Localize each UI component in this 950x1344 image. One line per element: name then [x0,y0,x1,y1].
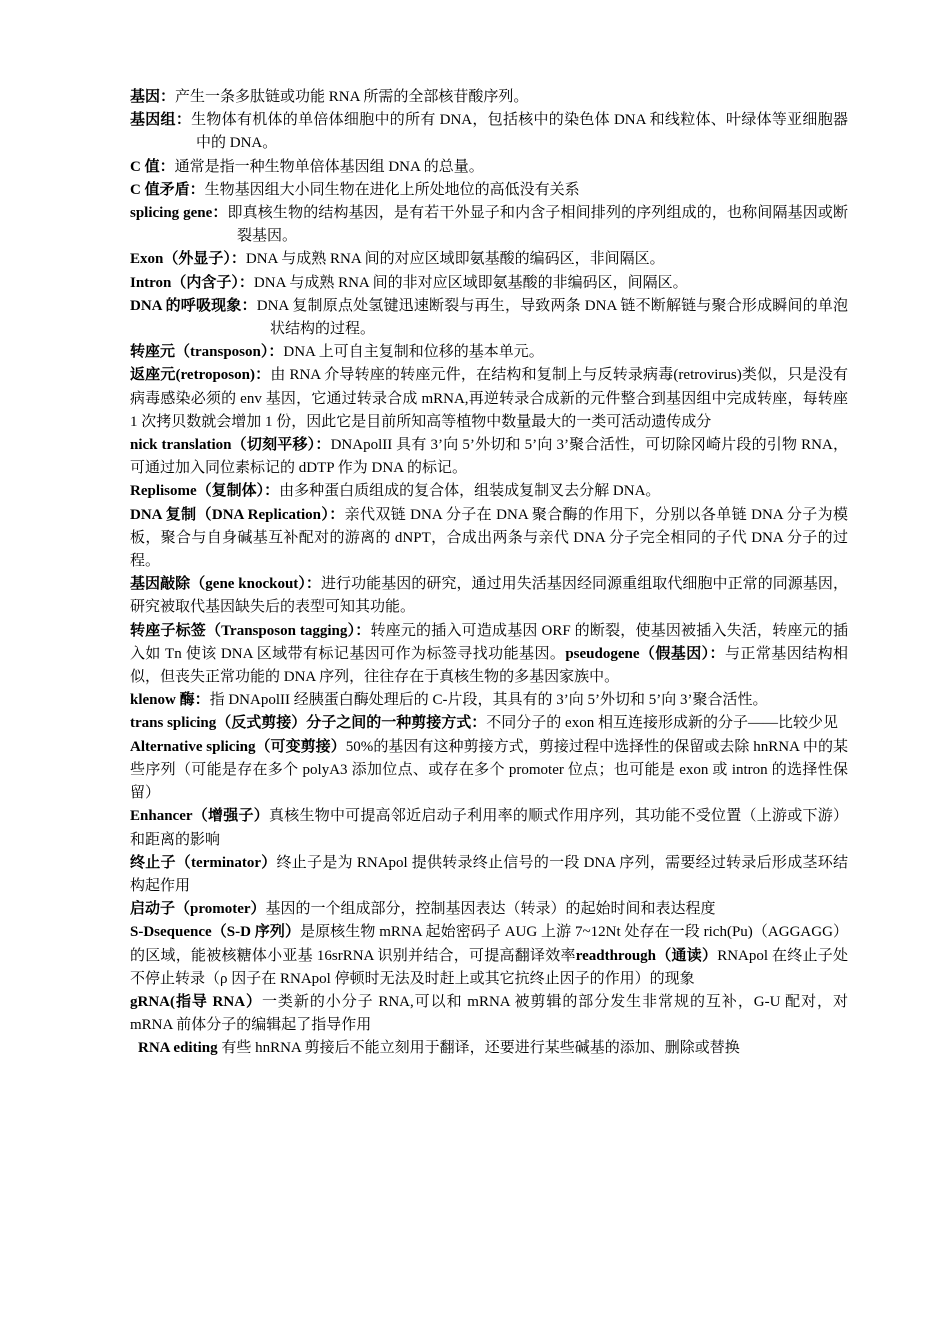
term: 启动子（promoter） [130,901,266,918]
definition: 不同分子的 exon 相互连接形成新的分子——比较少见 [486,715,838,732]
term: DNA 复制（DNA Replication）： [130,506,345,523]
definition: 指 DNApolII 经胰蛋白酶处理后的 C-片段，其具有的 3’向 5’外切和 5’向 3’聚合活性。 [209,692,768,709]
entry-grna [130,991,848,1037]
term: RNA editing [138,1040,218,1057]
term: 终止子（terminator） [130,854,277,871]
definition: DNA 复制原点处氢键迅速断裂与再生，导致两条 DNA 链不断解链与聚合形成瞬间的单泡状结构的过程。 [256,297,849,338]
term: nick translation（切刻平移）： [130,437,331,454]
term: splicing gene： [130,205,228,222]
term: 转座元（transposon）： [130,344,284,361]
definition: 基因的一个组成部分，控制基因表达（转录）的起始时间和表达程度 [265,901,716,918]
term: Replisome（复制体）： [130,483,280,500]
document-page [130,86,848,1061]
definition: DNA 上可自主复制和位移的基本单元。 [283,344,544,361]
definition: 亲代双链 DNA 分子在 DNA 聚合酶的作用下，分别以各单链 DNA 分子为模板，聚合与自身碱基互补配对的游离的 dNPT，合成出两条与亲代 DNA 分子完全相同的子代 DNA 分子的过程。 [130,506,849,570]
entry-dna-breathing [130,295,848,341]
entry-genome [130,109,848,155]
entry-gene-knockout [130,573,848,619]
term: Intron（内含子）： [130,274,254,291]
entry-c-value-paradox [130,179,848,202]
entry-dna-replication [130,504,848,574]
definition: 有些 hnRNA 剪接后不能立刻用于翻译，还要进行某些碱基的添加、删除或替换 [221,1040,740,1057]
entry-promoter [130,898,848,921]
entry-c-value [130,156,848,179]
definition: 进行功能基因的研究，通过用失活基因经同源重组取代细胞中正常的同源基因，研究被取代基因缺失后的表型可知其功能。 [130,576,848,616]
definition: 由 RNA 介导转座的转座元件，在结构和复制上与反转录病毒(retrovirus)类似，只是没有病毒感染必须的 env 基因，它通过转录合成 mRNA,再逆转录合成新的元件整合到基因组中完成转座，每转座 1 次拷贝数就会增加 1 份，因此它是目前所知高等植物中数量最大的一类可活动遗传成分 [130,367,848,430]
definition: 转座元的插入可造成基因 ORF 的断裂，使基因被插入失活，转座元的插入如 Tn 使该 DNA 区域带有标记基因可作为标签寻找功能基因。 [130,622,848,662]
entry-transposon-tagging [130,620,848,690]
term: Alternative splicing（可变剪接） [130,738,346,755]
term: gRNA(指导 RNA） [130,993,262,1010]
term: Enhancer（增强子） [130,808,269,825]
definition: 50%的基因有这种剪接方式，剪接过程中选择性的保留或去除 hnRNA 中的某些序列（可能是存在多个 polyA3 添加位点、或存在多个 promoter 位点；也可能是 exon 或 intron 的选择性保留） [130,738,849,802]
term: Exon（外显子）： [130,251,246,268]
term: 基因敲除（gene knockout）： [130,576,321,593]
term-readthrough: readthrough（通读） [575,947,718,964]
entry-klenow [130,689,848,712]
definition-readthrough: RNApol 在终止子处不停止转录（ρ 因子在 RNApol 停顿时无法及时赶上或其它抗终止因子的作用）的现象 [130,947,849,987]
term: S-Dsequence（S-D 序列） [130,924,301,941]
definition: 一类新的小分子 RNA,可以和 mRNA 被剪辑的部分发生非常规的互补，G-U 配对，对 mRNA 前体分子的编辑起了指导作用 [130,993,849,1034]
entry-transposon [130,341,848,364]
definition: 产生一条多肽链或功能 RNA 所需的全部核苷酸序列。 [175,89,529,105]
definition: DNApolII 具有 3’向 5’外切和 5’向 3’聚合活性，可切除冈崎片段的引物 RNA，可通过加入同位素标记的 dDTP 作为 DNA 的标记。 [130,437,849,477]
definition: 真核生物中可提高邻近启动子利用率的顺式作用序列，其功能不受位置（上游或下游）和距离的影响 [130,808,848,848]
definition-pseudogene: 与正常基因结构相似，但丧失正常功能的 DNA 序列，往往存在于真核生物的多基因家族中。 [130,645,848,686]
definition: DNA 与成熟 RNA 间的非对应区域即氨基酸的非编码区，间隔区。 [253,274,688,291]
entry-exon [130,248,848,271]
definition: 即真核生物的结构基因，是有若干外显子和内含子相间排列的序列组成的，也称间隔基因或断裂基因。 [227,205,848,245]
term: DNA 的呼吸现象： [130,297,257,314]
term: klenow 酶： [130,692,210,709]
entry-intron [130,272,848,295]
term: 返座元(retroposon)： [130,367,271,384]
definition: 通常是指一种生物单倍体基因组 DNA 的总量。 [174,158,484,175]
entry-splicing-gene [130,202,848,248]
term-pseudogene: pseudogene（假基因）： [565,645,725,662]
entry-rna-editing [130,1037,848,1060]
entry-trans-splicing [130,712,848,735]
term: 基因组： [130,112,192,129]
entry-replisome [130,480,848,503]
entry-terminator [130,852,848,898]
entry-alternative-splicing [130,736,848,806]
definition: 由多种蛋白质组成的复合体，组装成复制叉去分解 DNA。 [279,483,661,500]
entry-retroposon [130,364,848,434]
entry-nick-translation [130,434,848,480]
entry-sd-sequence [130,921,848,991]
definition: 生物体有机体的单倍体细胞中的所有 DNA，包括核中的染色体 DNA 和线粒体、叶绿体等亚细胞器中的 DNA。 [191,112,848,152]
term: 转座子标签（Transposon tagging）： [130,622,371,639]
entry-enhancer [130,805,848,851]
entry-gene [130,86,848,109]
definition: 是原核生物 mRNA 起始密码子 AUG 上游 7~12Nt 处存在一段 rich(Pu)（AGGAGG）的区域，能被核糖体小亚基 16srRNA 识别并结合，可提高翻译效率 [130,924,848,964]
definition: DNA 与成熟 RNA 间的对应区域即氨基酸的编码区，非间隔区。 [245,251,665,268]
term: C 值矛盾： [130,181,205,198]
definition: 生物基因组大小同生物在进化上所处地位的高低没有关系 [204,181,580,198]
term: C 值： [130,158,175,175]
term: trans splicing（反式剪接）分子之间的一种剪接方式： [130,715,487,732]
definition: 终止子是为 RNApol 提供转录终止信号的一段 DNA 序列，需要经过转录后形成茎环结构起作用 [130,854,848,894]
term: 基因： [130,89,176,105]
